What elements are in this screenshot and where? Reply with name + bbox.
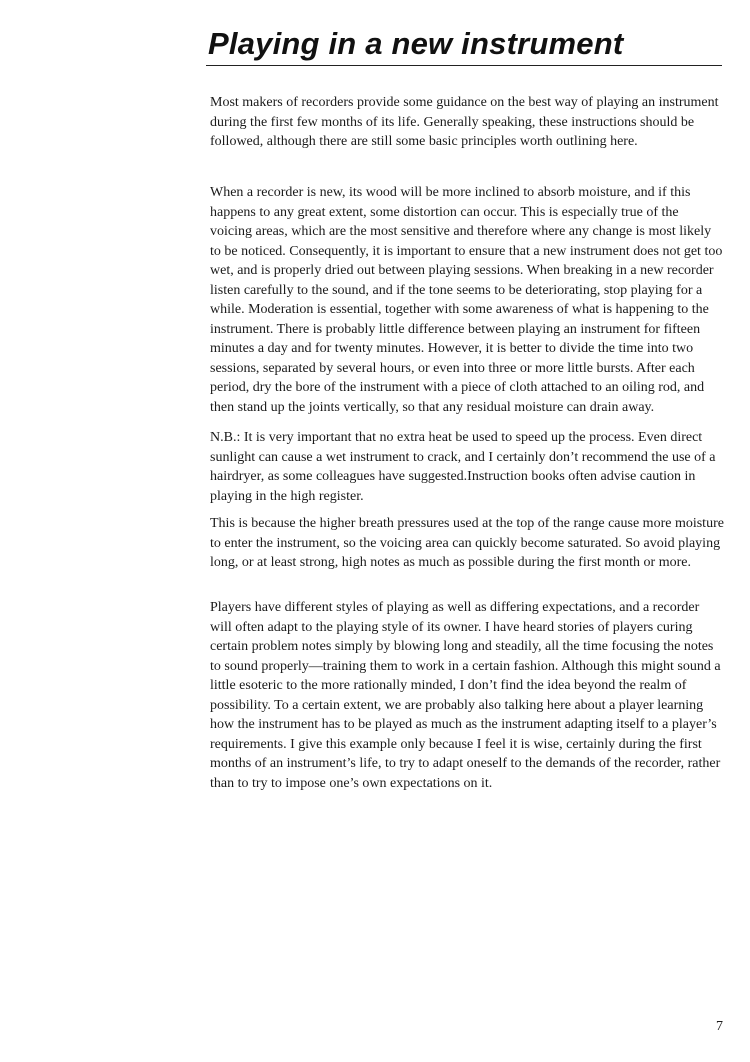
paragraph-3: N.B.: It is very important that no extra heat be used to speed up the process. Even direct sunlight can cause a wet instrument to crack, and I certainly don’t recommend the use of a hairdryer, as some colleagues have suggested.Instruction books often advise caution in playing in the high register.: [210, 430, 716, 504]
paragraph-4: This is because the higher breath pressures used at the top of the range cause more moisture to enter the instrument, so the voicing area can quickly become saturated. So avoid playing long, or at least strong, high notes as much as possible during the first month or more.: [210, 516, 724, 570]
paragraph-2: When a recorder is new, its wood will be more inclined to absorb moisture, and if this happens to any great extent, some distortion can occur. This is especially true of the voicing areas, which are the most sensitive and therefore where any change is most likely to be noticed. Consequently, it is important to ensure that a new instrument does not get too wet, and is properly dried out between playing sessions. When breaking in a new recorder listen carefully to the sound, and if the tone seems to be deteriorating, stop playing for a while. Moderation is essential, together with some awareness of what is happening to the instrument. There is probably little difference between playing an instrument for fifteen minutes a day and for twenty minutes. However, it is better to divide the time into two sessions, separated by several hours, or even into three or more little bursts. After each period, dry the bore of the instrument with a piece of cloth attached to an oiling rod, and then stand up the joints vertically, so that any residual moisture can drain away.: [210, 185, 723, 415]
paragraph-5: Players have different styles of playing as well as differing expectations, and a recorder will often adapt to the playing style of its owner. I have heard stories of players curing certain problem notes simply by blowing long and steadily, all the time focusing the notes to sound properly—training them to work in a certain fashion. Although this might sound a little esoteric to the more rationally minded, I don’t find the idea beyond the realm of possibility. To a certain extent, we are probably also talking here about a player learning how the instrument has to be played as much as the instrument adapting itself to a player’s requirements. I give this example only because I feel it is wise, certainly during the first months of an instrument’s life, to try to adapt oneself to the demands of the recorder, rather than to try to impose one’s own expectations on it.: [210, 600, 721, 791]
page-number: 7: [716, 1019, 723, 1034]
title-underline: [206, 65, 722, 66]
page-title: Playing in a new instrument: [208, 26, 624, 61]
paragraph-1: Most makers of recorders provide some guidance on the best way of playing an instrument during the first few months of its life. Generally speaking, these instructions should be followed, although there are still some basic principles worth outlining here.: [210, 95, 719, 149]
